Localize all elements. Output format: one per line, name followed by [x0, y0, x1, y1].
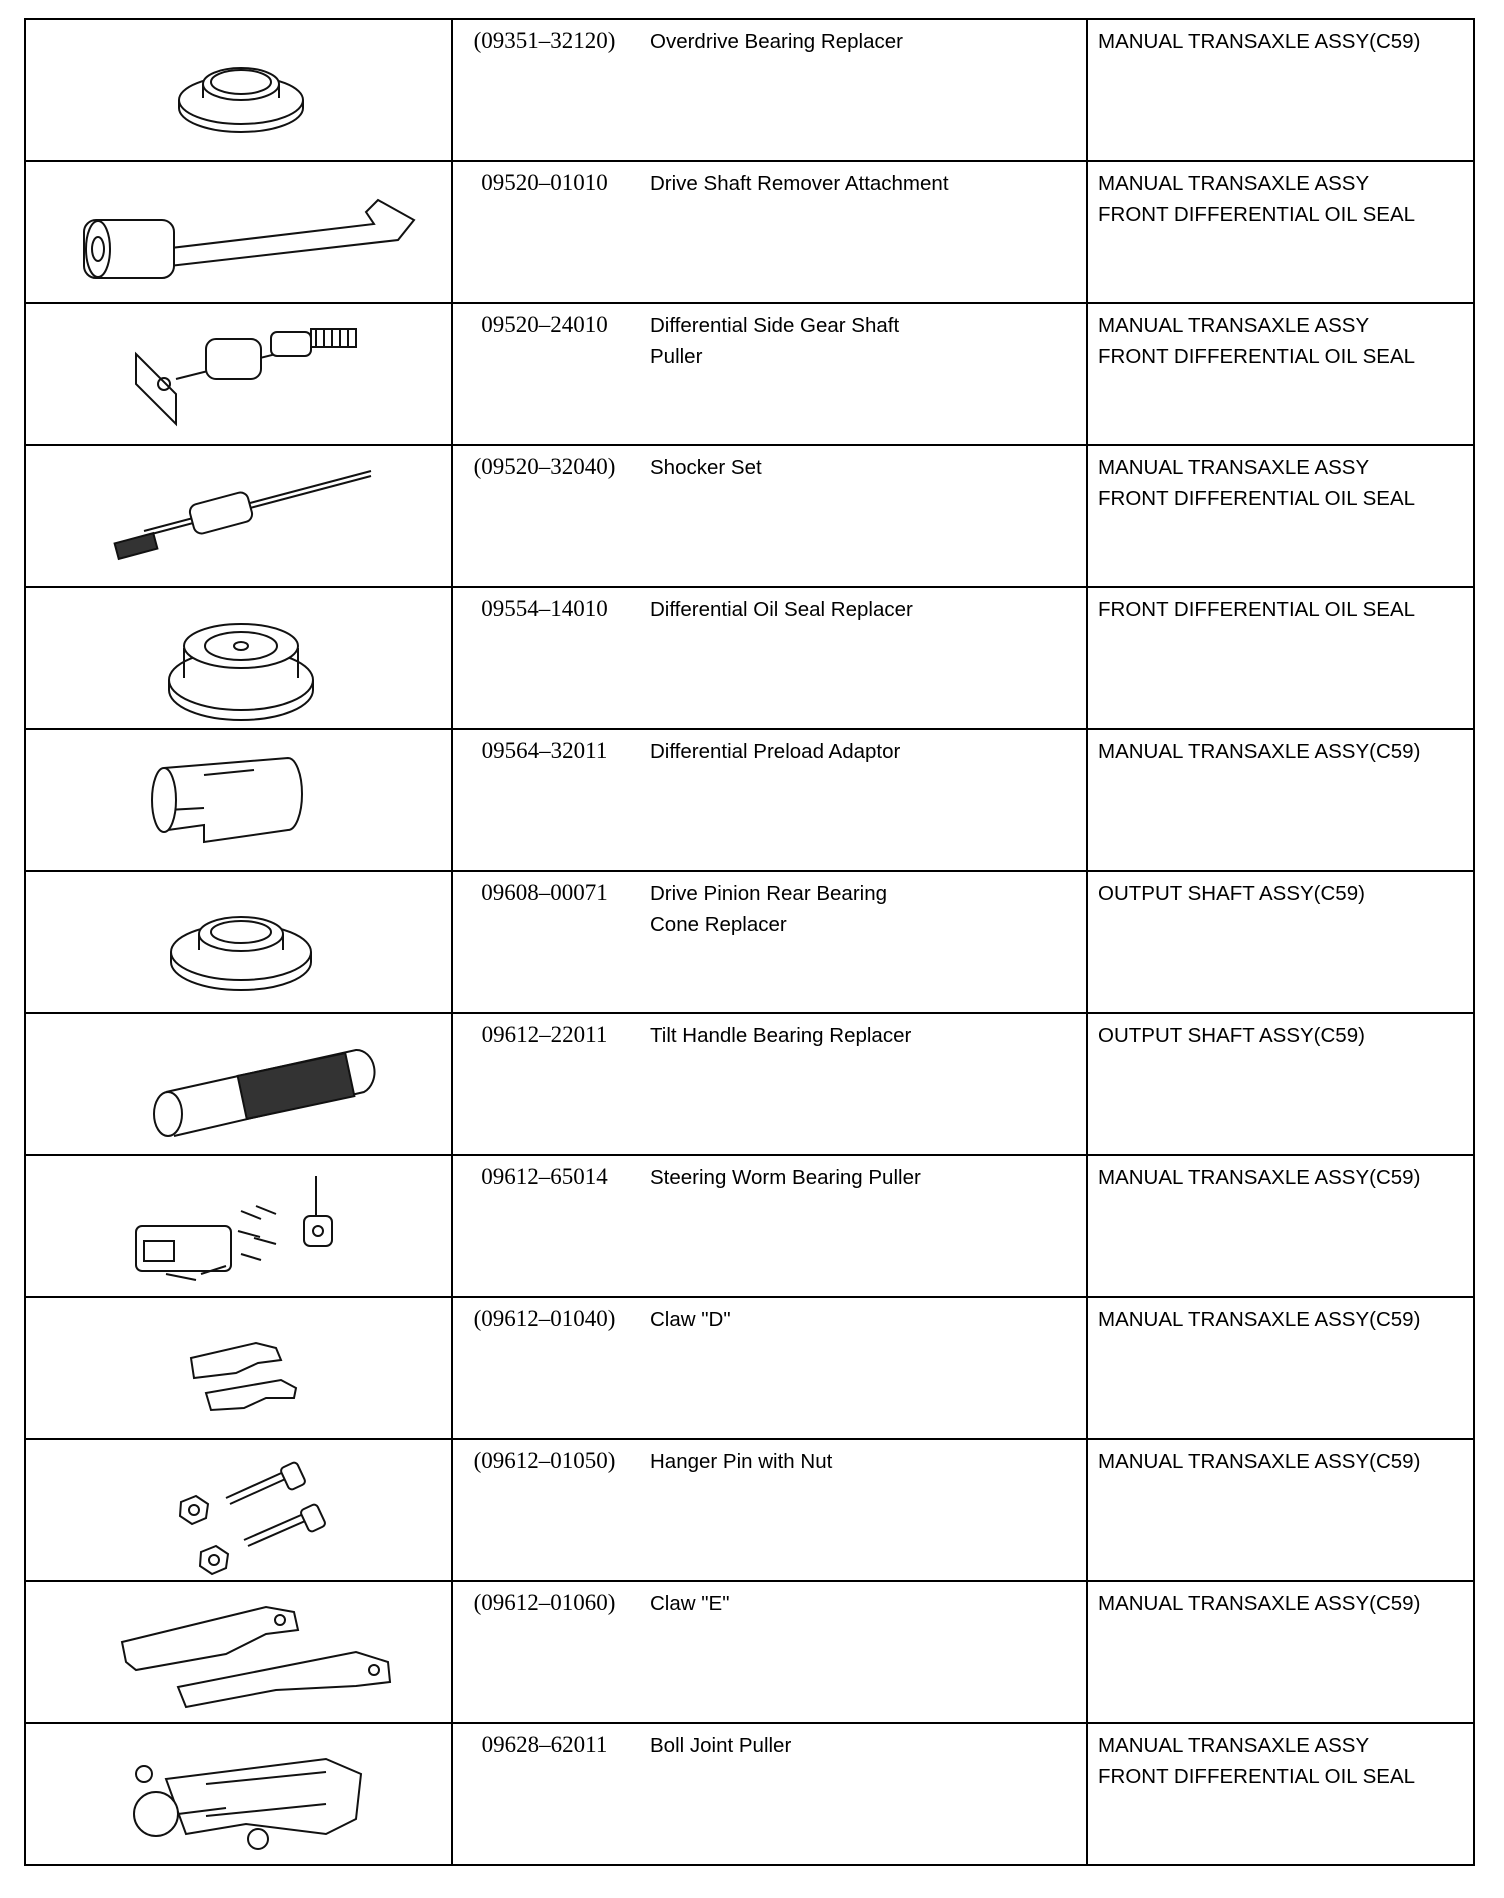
table-row: [25, 587, 1474, 729]
tool-illustration-cell: [25, 1297, 452, 1439]
table-row: [25, 1723, 1474, 1865]
tool-illustration-cell: [25, 161, 452, 303]
tool-name-line: Claw "D": [650, 1308, 731, 1331]
usage-cell: [1087, 1013, 1474, 1155]
tool-name-line: Steering Worm Bearing Puller: [650, 1166, 921, 1189]
tool-illustration-cell: [25, 1581, 452, 1723]
tool-name-line: Tilt Handle Bearing Replacer: [650, 1024, 912, 1047]
tool-illustration-cell: [25, 587, 452, 729]
gear-shaft-puller-icon: [26, 304, 451, 444]
tool-name-line: Differential Side Gear Shaft: [650, 314, 900, 337]
usage-line: FRONT DIFFERENTIAL OIL SEAL: [1098, 203, 1416, 226]
tool-illustration-cell: [25, 1723, 452, 1865]
part-number-cell: [452, 445, 636, 587]
part-number: 09520–01010: [481, 170, 608, 195]
usage-cell: [1087, 587, 1474, 729]
usage-cell: [1087, 871, 1474, 1013]
tool-name-line: Differential Preload Adaptor: [650, 740, 901, 763]
tool-name-cell: [636, 161, 1087, 303]
bearing-cone-replacer-icon: [26, 872, 451, 1012]
oil-seal-replacer-icon: [26, 588, 451, 728]
part-number-cell: [452, 19, 636, 161]
special-service-tools-table: [24, 18, 1475, 1866]
usage-line: MANUAL TRANSAXLE ASSY: [1098, 314, 1370, 337]
tool-name-line: Cone Replacer: [650, 913, 787, 936]
table-row: [25, 19, 1474, 161]
knurled-tube-icon: [26, 1014, 451, 1154]
tool-name-line: Differential Oil Seal Replacer: [650, 598, 913, 621]
tool-illustration-cell: [25, 445, 452, 587]
usage-line: MANUAL TRANSAXLE ASSY: [1098, 172, 1370, 195]
usage-cell: [1087, 1723, 1474, 1865]
usage-cell: [1087, 1297, 1474, 1439]
usage-line: MANUAL TRANSAXLE ASSY(C59): [1098, 1308, 1421, 1331]
table-row: [25, 729, 1474, 871]
table-row: [25, 1013, 1474, 1155]
usage-line: FRONT DIFFERENTIAL OIL SEAL: [1098, 487, 1416, 510]
usage-line: MANUAL TRANSAXLE ASSY(C59): [1098, 1166, 1421, 1189]
tool-name-cell: [636, 1581, 1087, 1723]
tool-name-cell: [636, 871, 1087, 1013]
tool-name-line: Boll Joint Puller: [650, 1734, 792, 1757]
tool-name-line: Claw "E": [650, 1592, 730, 1615]
table-row: [25, 1581, 1474, 1723]
part-number: 09612–22011: [481, 1022, 608, 1047]
usage-cell: [1087, 1439, 1474, 1581]
part-number: 09608–00071: [481, 880, 608, 905]
part-number: 09628–62011: [481, 1732, 608, 1757]
part-number-cell: [452, 1013, 636, 1155]
tool-name-cell: [636, 445, 1087, 587]
part-number-cell: [452, 1439, 636, 1581]
part-number: 09554–14010: [481, 596, 608, 621]
part-number-cell: [452, 729, 636, 871]
tool-name-line: Puller: [650, 345, 703, 368]
hanger-pin-nut-icon: [26, 1440, 451, 1580]
part-number-cell: [452, 587, 636, 729]
tool-name-cell: [636, 1155, 1087, 1297]
table-row: [25, 161, 1474, 303]
part-number: (09351–32120): [473, 28, 616, 53]
tool-name-line: Hanger Pin with Nut: [650, 1450, 833, 1473]
tool-name-cell: [636, 729, 1087, 871]
tool-illustration-cell: [25, 1013, 452, 1155]
tool-illustration-cell: [25, 19, 452, 161]
part-number-cell: [452, 303, 636, 445]
tool-name-line: Drive Pinion Rear Bearing: [650, 882, 888, 905]
table-row: [25, 1297, 1474, 1439]
tool-name-cell: [636, 303, 1087, 445]
tool-name-cell: [636, 587, 1087, 729]
usage-line: OUTPUT SHAFT ASSY(C59): [1098, 882, 1365, 905]
table-body: [25, 19, 1474, 1865]
usage-cell: [1087, 161, 1474, 303]
part-number: (09612–01050): [473, 1448, 616, 1473]
usage-cell: [1087, 729, 1474, 871]
ball-joint-puller-icon: [26, 1724, 451, 1864]
table-row: [25, 1155, 1474, 1297]
usage-cell: [1087, 445, 1474, 587]
usage-cell: [1087, 1581, 1474, 1723]
tool-name-line: Overdrive Bearing Replacer: [650, 30, 903, 53]
tool-name-line: Drive Shaft Remover Attachment: [650, 172, 949, 195]
part-number-cell: [452, 871, 636, 1013]
usage-cell: [1087, 19, 1474, 161]
part-number-cell: [452, 1581, 636, 1723]
usage-cell: [1087, 303, 1474, 445]
tool-illustration-cell: [25, 729, 452, 871]
part-number-cell: [452, 1297, 636, 1439]
usage-line: MANUAL TRANSAXLE ASSY(C59): [1098, 30, 1421, 53]
usage-line: MANUAL TRANSAXLE ASSY: [1098, 456, 1370, 479]
part-number: 09520–24010: [481, 312, 608, 337]
part-number: 09612–65014: [481, 1164, 608, 1189]
tool-illustration-cell: [25, 303, 452, 445]
shaft-remover-attachment-icon: [26, 162, 451, 302]
usage-line: MANUAL TRANSAXLE ASSY: [1098, 1734, 1370, 1757]
tool-name-cell: [636, 1297, 1087, 1439]
tool-name-cell: [636, 1439, 1087, 1581]
tool-name-cell: [636, 19, 1087, 161]
usage-line: MANUAL TRANSAXLE ASSY(C59): [1098, 1450, 1421, 1473]
claw-e-icon: [26, 1582, 451, 1722]
tool-name-line: Shocker Set: [650, 456, 762, 479]
usage-line: FRONT DIFFERENTIAL OIL SEAL: [1098, 345, 1416, 368]
table-row: [25, 871, 1474, 1013]
tool-name-cell: [636, 1013, 1087, 1155]
tool-illustration-cell: [25, 1439, 452, 1581]
part-number: (09612–01040): [473, 1306, 616, 1331]
usage-line: FRONT DIFFERENTIAL OIL SEAL: [1098, 1765, 1416, 1788]
bearing-replacer-icon: [26, 20, 451, 160]
table-row: [25, 303, 1474, 445]
part-number-cell: [452, 161, 636, 303]
usage-line: OUTPUT SHAFT ASSY(C59): [1098, 1024, 1365, 1047]
part-number: (09520–32040): [473, 454, 616, 479]
claw-d-icon: [26, 1298, 451, 1438]
part-number: (09612–01060): [473, 1590, 616, 1615]
part-number-cell: [452, 1155, 636, 1297]
slide-hammer-icon: [26, 446, 451, 586]
part-number: 09564–32011: [481, 738, 608, 763]
table-row: [25, 445, 1474, 587]
usage-cell: [1087, 1155, 1474, 1297]
usage-line: MANUAL TRANSAXLE ASSY(C59): [1098, 1592, 1421, 1615]
tool-illustration-cell: [25, 871, 452, 1013]
preload-adaptor-icon: [26, 730, 451, 870]
puller-kit-icon: [26, 1156, 451, 1296]
tool-illustration-cell: [25, 1155, 452, 1297]
part-number-cell: [452, 1723, 636, 1865]
usage-line: MANUAL TRANSAXLE ASSY(C59): [1098, 740, 1421, 763]
table-row: [25, 1439, 1474, 1581]
tool-name-cell: [636, 1723, 1087, 1865]
usage-line: FRONT DIFFERENTIAL OIL SEAL: [1098, 598, 1416, 621]
